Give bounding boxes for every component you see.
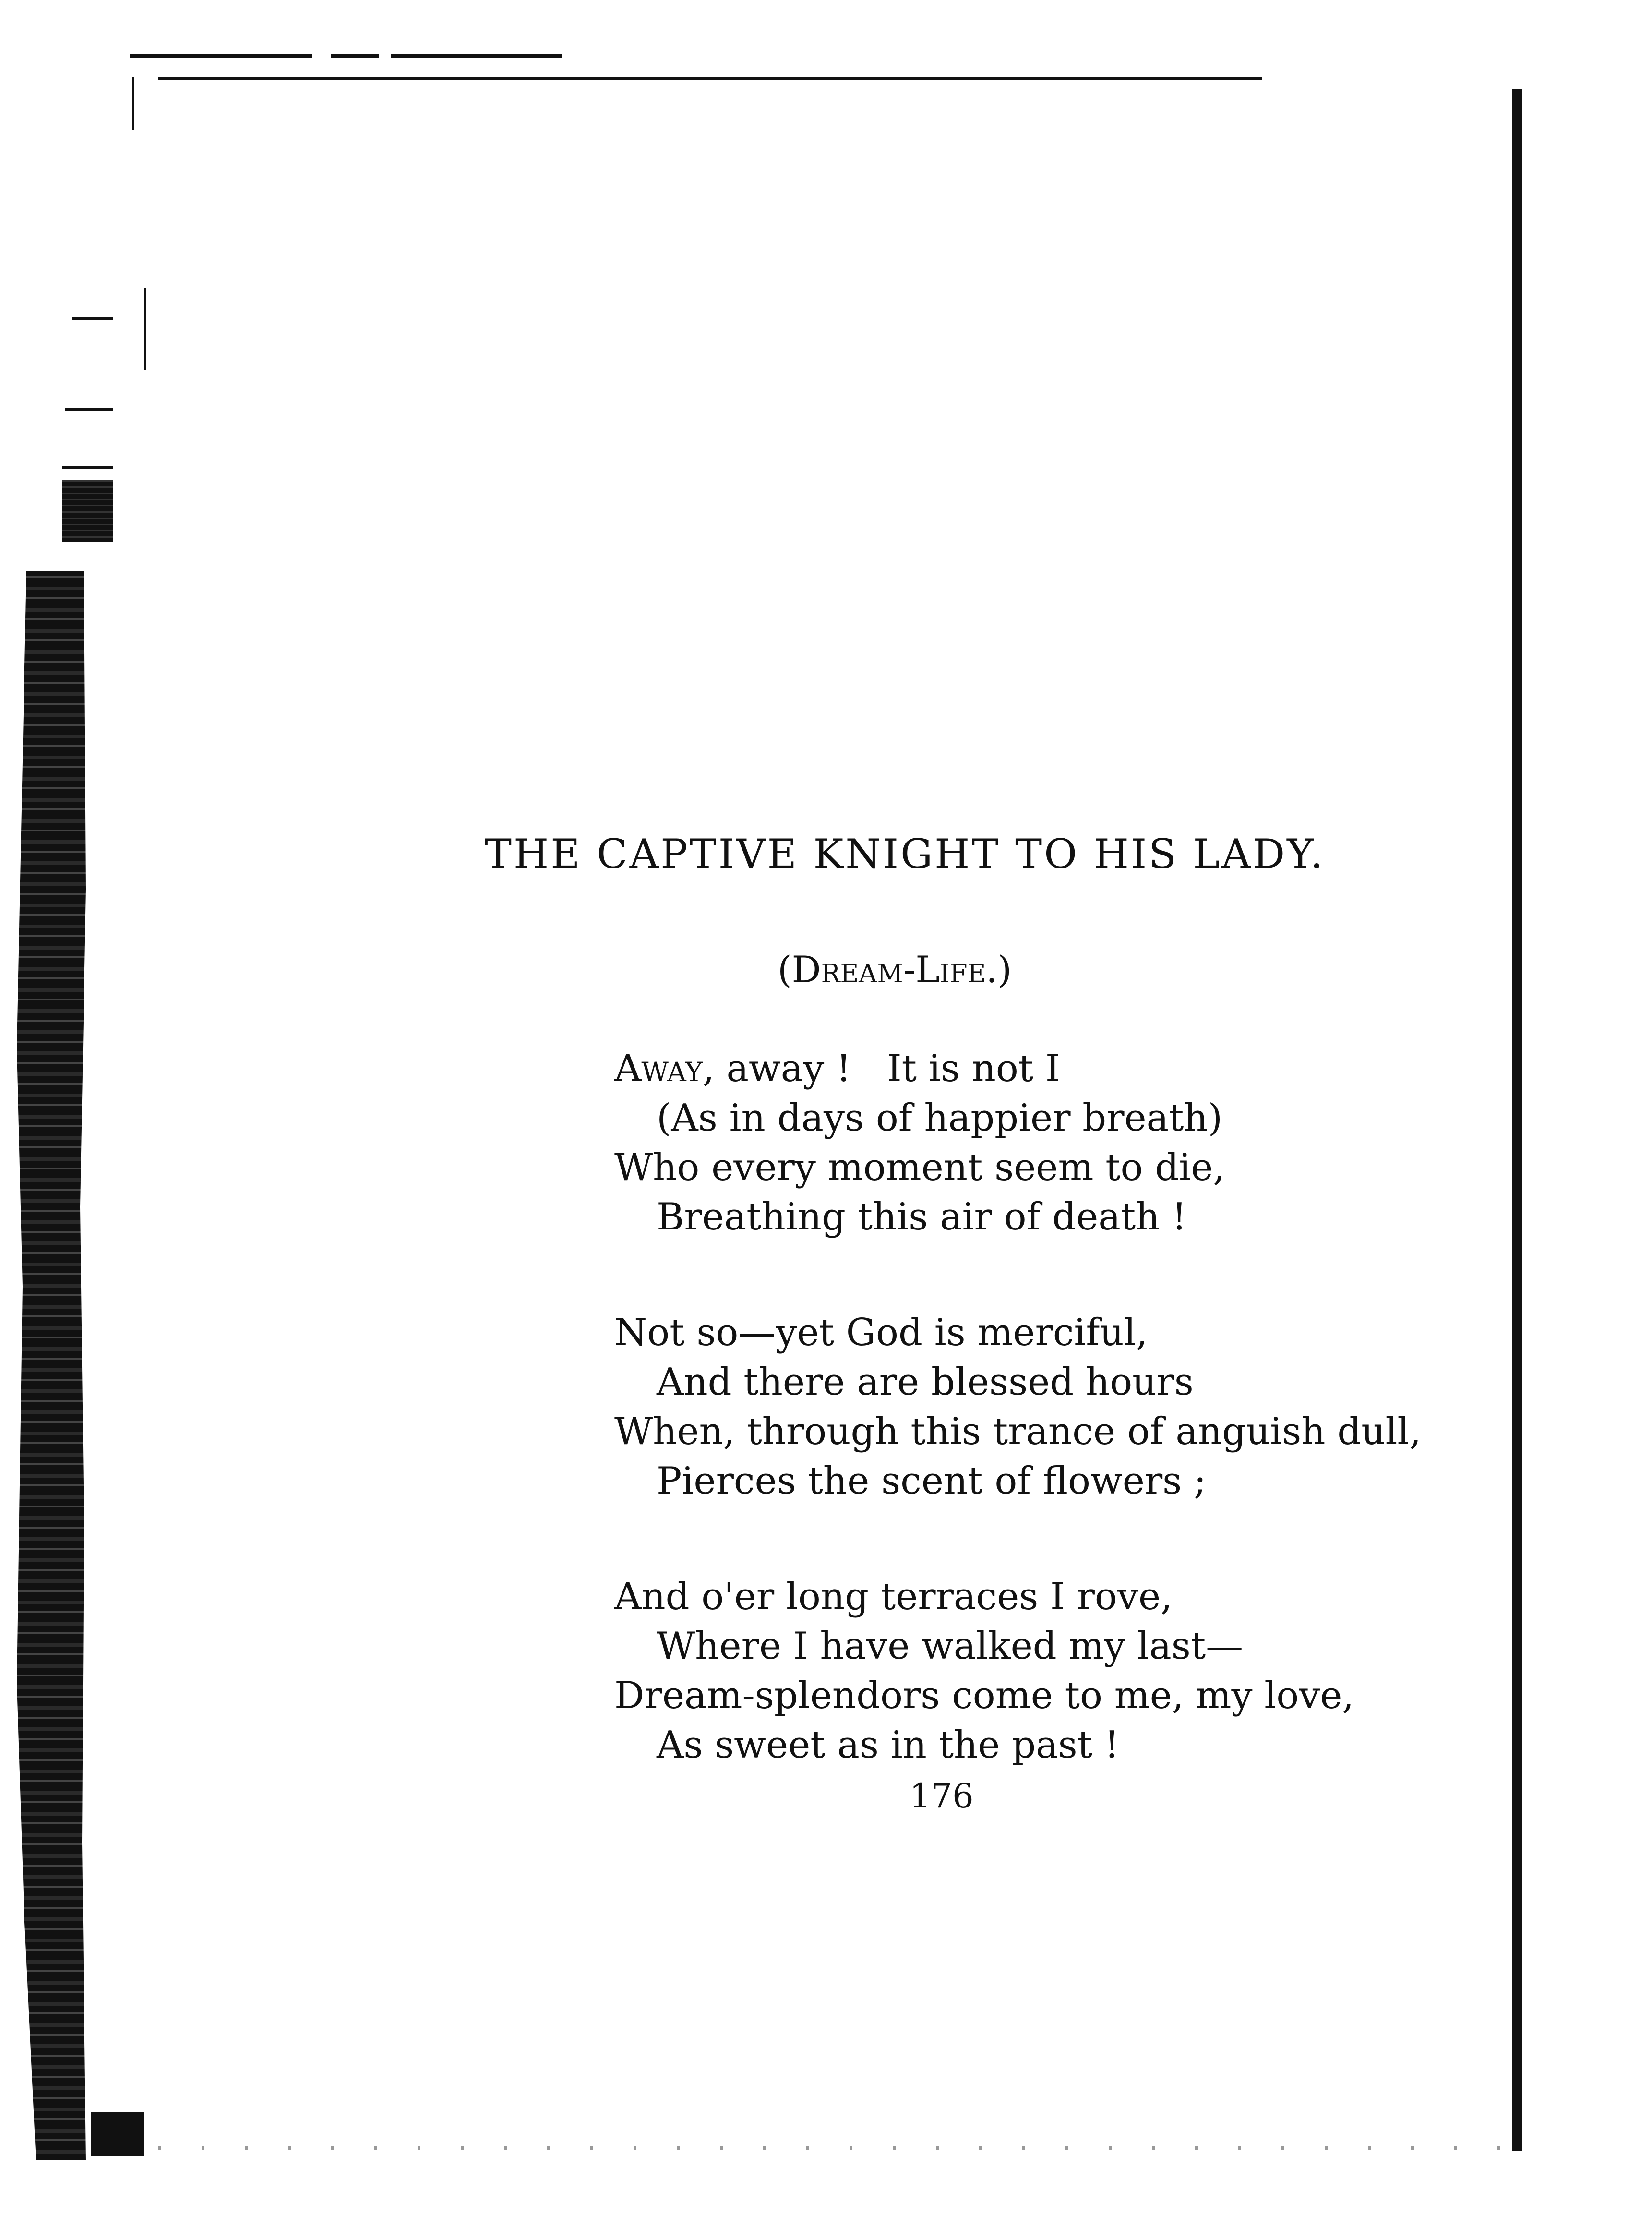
poem-line: (As in days of happier breath) (657, 1096, 1223, 1140)
stanza-2 (614, 1308, 1478, 1506)
scan-left-vertical-line (144, 288, 146, 370)
scan-left-tick (62, 466, 113, 469)
poem-line: And o'er long terraces I rove, (614, 1575, 1173, 1618)
scan-left-tick (65, 408, 113, 411)
scan-right-edge-shadow (1512, 89, 1522, 2151)
scan-top-rule-fragment (130, 54, 562, 58)
scan-left-edge-shadow (17, 571, 113, 2160)
poem-title: THE CAPTIVE KNIGHT TO HIS LADY. (485, 831, 1325, 878)
scan-left-tick (72, 317, 113, 320)
poem-line: As sweet as in the past ! (657, 1723, 1120, 1767)
page-number: 176 (910, 1776, 974, 1816)
poem-line-rest: , away ! It is not I (702, 1047, 1060, 1090)
poem-body (614, 1044, 1478, 1836)
poem-subtitle (778, 948, 1012, 991)
poem-line: Pierces the scent of flowers ; (657, 1459, 1207, 1503)
poem-line: Not so—yet God is merciful, (614, 1311, 1148, 1354)
stanza-1 (614, 1044, 1478, 1242)
poem-line: Dream-splendors come to me, my love, (614, 1674, 1354, 1717)
scan-left-edge-block (62, 480, 113, 542)
subtitle-close-paren: ) (997, 948, 1012, 991)
poem-line: Where I have walked my last— (657, 1625, 1244, 1668)
poem-line: Breathing this air of death ! (657, 1195, 1187, 1239)
poem-line: When, through this trance of anguish dull, (614, 1410, 1422, 1453)
subtitle-open-paren: ( (778, 948, 792, 991)
poem-line (614, 1044, 1478, 1094)
scan-bottom-left-mark (91, 2112, 144, 2156)
scan-left-vertical-line (132, 77, 134, 130)
poem-line: And there are blessed hours (657, 1361, 1194, 1404)
poem-line-lead: Away (614, 1047, 703, 1090)
subtitle-text: Dream-Life. (791, 948, 998, 991)
scan-bottom-specks (158, 2146, 1502, 2150)
scan-top-rule (158, 77, 1262, 80)
poem-line: Who every moment seem to die, (614, 1146, 1225, 1189)
stanza-3 (614, 1572, 1478, 1770)
